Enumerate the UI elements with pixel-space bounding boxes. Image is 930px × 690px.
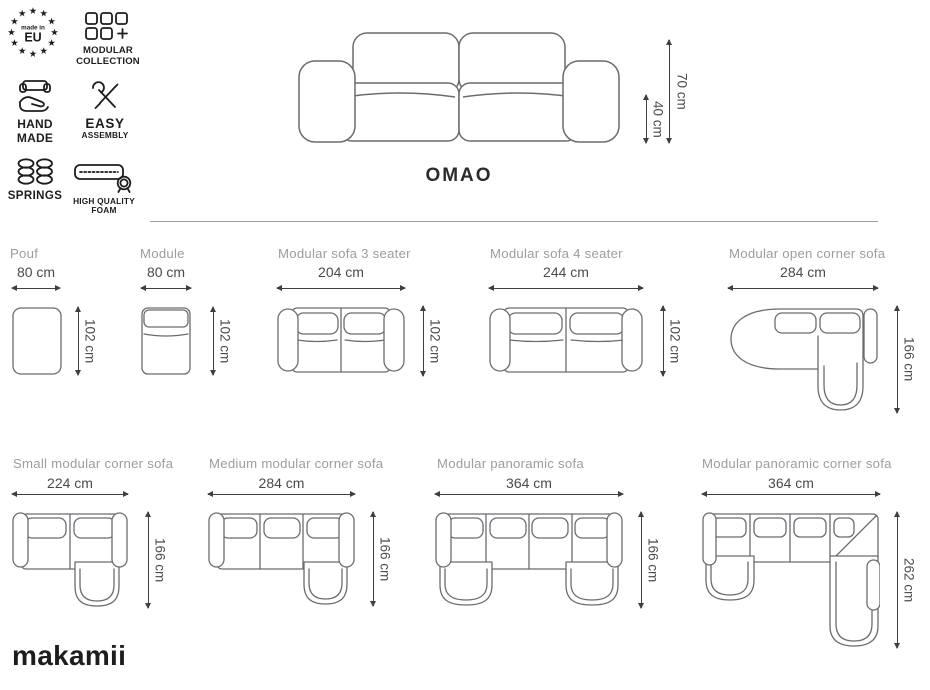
small-corner-sofa-top-view-drawing xyxy=(12,512,128,608)
product-height-dimension: 166 cm xyxy=(152,537,168,583)
product-name: Modular sofa 4 seater xyxy=(490,246,623,261)
badge-label: COLLECTION xyxy=(76,55,140,67)
medium-corner-sofa-top-view-drawing xyxy=(208,512,355,606)
springs-icon xyxy=(16,158,54,186)
product-width-dimension: 284 cm xyxy=(258,475,305,491)
product-sofa-3-seater xyxy=(275,246,445,416)
badge-easy-assembly xyxy=(76,80,134,141)
svg-text:★: ★ xyxy=(50,27,59,37)
product-name: Modular open corner sofa xyxy=(729,246,886,261)
section-divider xyxy=(150,221,878,222)
brand-logo: makamii xyxy=(12,640,127,671)
svg-text:★: ★ xyxy=(29,6,37,16)
product-height-dimension: 166 cm xyxy=(901,337,917,382)
product-width-dimension: 80 cm xyxy=(16,264,56,280)
product-height-dimension: 102 cm xyxy=(82,318,98,364)
modular-squares-icon xyxy=(85,12,131,42)
height-arrow xyxy=(663,306,664,376)
height-arrow xyxy=(897,306,898,413)
svg-text:★: ★ xyxy=(18,46,26,56)
product-width-dimension: 364 cm xyxy=(768,475,814,491)
badge-label: FOAM xyxy=(91,205,117,216)
open-corner-sofa-top-view-drawing xyxy=(728,306,878,413)
product-height-dimension: 166 cm xyxy=(645,537,661,583)
product-width-dimension: 364 cm xyxy=(506,475,552,491)
product-module xyxy=(138,246,248,416)
width-arrow xyxy=(277,288,405,289)
badge-made-in-eu xyxy=(6,6,60,58)
svg-text:★: ★ xyxy=(18,9,26,19)
total-height-dimension: 70 cm xyxy=(674,73,690,110)
height-arrow xyxy=(373,512,374,606)
product-width-dimension: 244 cm xyxy=(543,264,589,280)
seat-height-arrow xyxy=(646,95,647,143)
badge-label: ASSEMBLY xyxy=(81,130,129,141)
svg-text:★: ★ xyxy=(48,17,56,27)
product-name: Modular panoramic corner sofa xyxy=(702,456,892,471)
badge-label: HIGH QUALITY xyxy=(73,196,135,206)
badge-high-quality-foam xyxy=(68,162,140,216)
seat-height-dimension: 40 cm xyxy=(650,100,666,138)
product-width-dimension: 284 cm xyxy=(780,264,826,280)
width-arrow xyxy=(702,494,880,495)
svg-text:★: ★ xyxy=(29,49,37,58)
tools-icon xyxy=(90,80,120,112)
width-arrow xyxy=(12,494,128,495)
sofa-front-view-drawing xyxy=(296,28,622,146)
width-arrow xyxy=(12,288,60,289)
height-arrow xyxy=(641,512,642,608)
badge-label: MADE xyxy=(16,130,54,145)
product-open-corner-sofa xyxy=(726,246,926,426)
svg-text:★: ★ xyxy=(10,38,18,48)
height-arrow xyxy=(148,512,149,608)
width-arrow xyxy=(141,288,191,289)
product-name: Small modular corner sofa xyxy=(13,456,174,471)
collection-title: OMAO xyxy=(425,165,493,186)
product-height-dimension: 262 cm xyxy=(901,557,917,603)
product-height-dimension: 102 cm xyxy=(217,318,233,364)
eu-stars-icon xyxy=(7,6,59,58)
product-sofa-4-seater xyxy=(487,246,687,416)
height-arrow xyxy=(213,307,214,375)
product-panoramic-corner-sofa xyxy=(700,456,925,666)
width-arrow xyxy=(435,494,623,495)
product-name: Modular panoramic sofa xyxy=(437,456,584,471)
badge-modular-collection xyxy=(76,12,140,67)
product-medium-corner-sofa xyxy=(206,456,406,656)
product-width-dimension: 80 cm xyxy=(146,264,186,280)
product-small-corner-sofa xyxy=(10,456,180,656)
badge-label: HAND xyxy=(17,117,53,131)
width-arrow xyxy=(728,288,878,289)
width-arrow xyxy=(489,288,643,289)
product-name: Module xyxy=(140,246,185,261)
product-panoramic-sofa xyxy=(433,456,673,656)
height-arrow xyxy=(897,512,898,648)
svg-text:★: ★ xyxy=(40,46,48,56)
hand-made-icon xyxy=(16,80,54,114)
height-arrow xyxy=(423,306,424,376)
product-name: Medium modular corner sofa xyxy=(209,456,384,471)
product-width-dimension: 204 cm xyxy=(318,264,364,280)
width-arrow xyxy=(208,494,355,495)
product-pouf xyxy=(10,246,120,416)
product-width-dimension: 224 cm xyxy=(47,475,93,491)
made-in-label: made in xyxy=(21,24,45,32)
product-height-dimension: 102 cm xyxy=(427,318,443,364)
svg-text:★: ★ xyxy=(48,38,56,48)
eu-label: EU xyxy=(24,30,42,45)
product-height-dimension: 102 cm xyxy=(667,318,683,364)
product-name: Modular sofa 3 seater xyxy=(278,246,411,261)
product-height-dimension: 166 cm xyxy=(377,536,393,582)
sofa-3-seater-top-view-drawing xyxy=(277,306,405,376)
panoramic-corner-sofa-top-view-drawing xyxy=(702,512,880,648)
badge-label: MODULAR xyxy=(83,45,133,56)
sofa-4-seater-top-view-drawing xyxy=(489,306,643,376)
product-name: Pouf xyxy=(10,246,39,261)
badge-hand-made xyxy=(10,80,60,145)
svg-text:★: ★ xyxy=(7,27,16,37)
total-height-arrow xyxy=(669,40,670,143)
pouf-top-view-drawing xyxy=(12,307,62,375)
module-top-view-drawing xyxy=(141,307,191,375)
height-arrow xyxy=(78,307,79,375)
panoramic-sofa-top-view-drawing xyxy=(435,512,623,608)
foam-icon xyxy=(74,162,134,193)
svg-text:★: ★ xyxy=(10,17,18,27)
svg-text:★: ★ xyxy=(40,9,48,19)
badge-springs xyxy=(7,158,63,203)
badge-label: EASY xyxy=(85,116,125,131)
badge-label: SPRINGS xyxy=(7,190,63,202)
